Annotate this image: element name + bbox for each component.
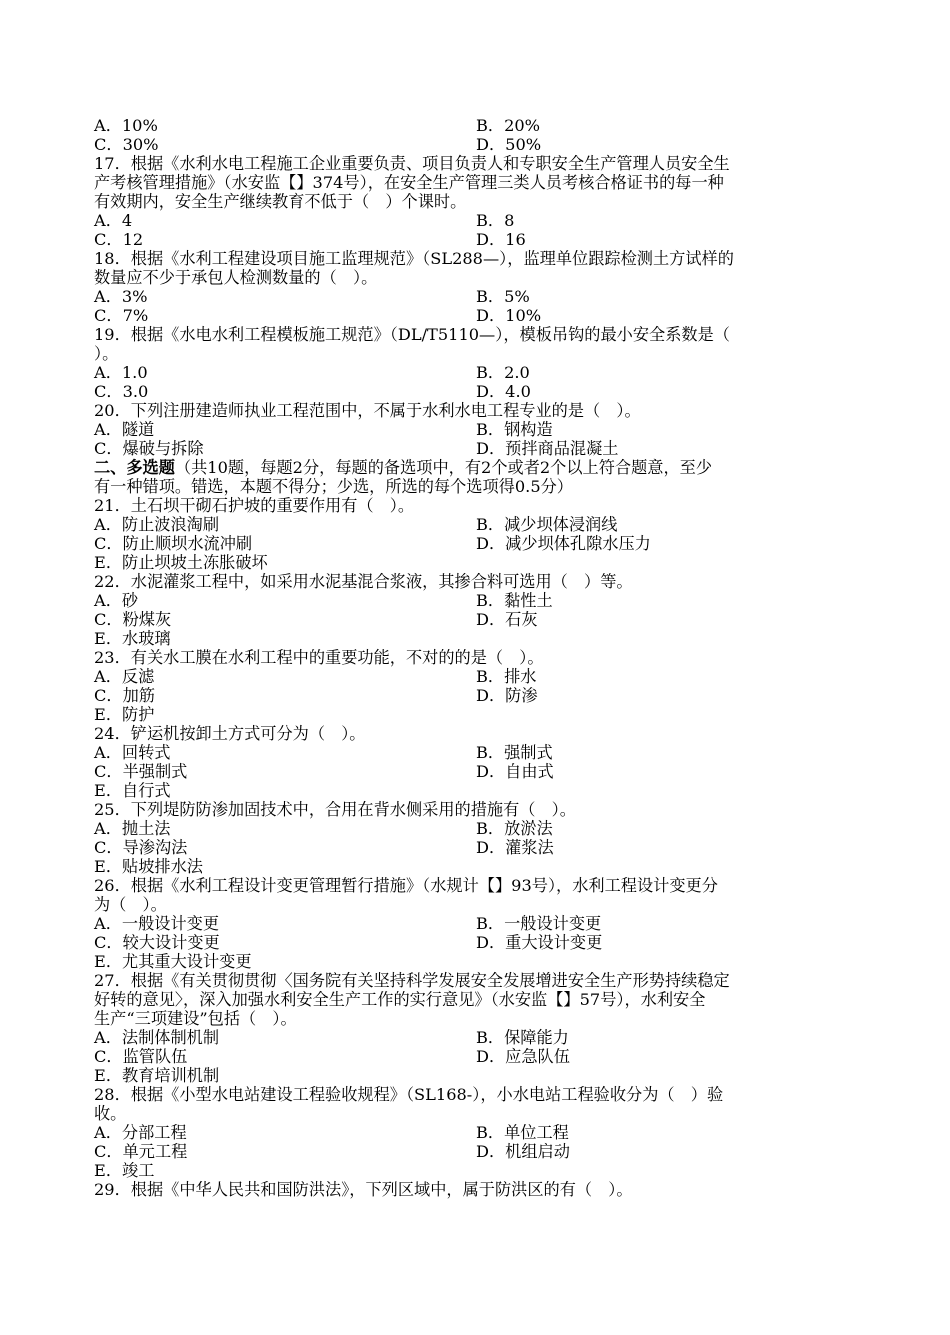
options [94, 914, 856, 952]
option-a: A．分部工程 [94, 1123, 187, 1142]
question-text: 收。 [94, 1104, 127, 1123]
option-d: D．自由式 [476, 762, 554, 781]
option-a: A．一般设计变更 [94, 914, 220, 933]
option-b: B．8 [476, 211, 515, 230]
option-b: B．钢构造 [476, 420, 553, 439]
question-text: 22．水泥灌浆工程中，如采用水泥基混合浆液，其掺合料可选用（ ）等。 [94, 572, 633, 591]
option-b: B．减少坝体浸润线 [476, 515, 618, 534]
option-c: C．半强制式 [94, 762, 188, 781]
option-d: D．重大设计变更 [476, 933, 603, 952]
options [94, 1123, 856, 1161]
option-a: A．砂 [94, 591, 139, 610]
question-22 [94, 572, 856, 648]
options [94, 667, 856, 705]
options [94, 591, 856, 629]
question-text: 17．根据《水利水电工程施工企业重要负责、项目负责人和专职安全生产管理人员安全生 [94, 154, 730, 173]
option-b: B．一般设计变更 [476, 914, 602, 933]
option-a: A．法制体制机制 [94, 1028, 220, 1047]
options [94, 1028, 856, 1066]
section-instructions: （共10题，每题2分，每题的备选项中，有2个或者2个以上符合题意，至少 [174, 458, 713, 477]
option-b: B．黏性土 [476, 591, 553, 610]
option-b: B．2.0 [476, 363, 530, 382]
option-e: E．贴坡排水法 [94, 857, 203, 876]
option-d: D．10% [476, 306, 542, 325]
option-c: C．加筋 [94, 686, 155, 705]
options [94, 819, 856, 857]
question-text: 27．根据《有关贯彻贯彻〈国务院有关坚持科学发展安全发展增进安全生产形势持续稳定 [94, 971, 730, 990]
options [94, 287, 856, 325]
option-a: A．1.0 [94, 363, 148, 382]
option-c: C．单元工程 [94, 1142, 188, 1161]
option-a: A．防止波浪淘刷 [94, 515, 220, 534]
options-q16 [94, 116, 856, 154]
option-c: C．监管队伍 [94, 1047, 188, 1066]
question-19 [94, 325, 856, 401]
question-text: 数量应不少于承包人检测数量的（ ）。 [94, 268, 378, 287]
question-text: 24．铲运机按卸土方式可分为（ ）。 [94, 724, 366, 743]
options [94, 420, 856, 458]
section-title: 二、多选题 [94, 458, 175, 477]
option-b: B．20% [476, 116, 541, 135]
option-c: C．导渗沟法 [94, 838, 188, 857]
options [94, 515, 856, 553]
question-28 [94, 1085, 856, 1180]
question-text: 生产“三项建设”包括（ ）。 [94, 1009, 297, 1028]
question-18 [94, 249, 856, 325]
question-text: 20．下列注册建造师执业工程范围中，不属于水利水电工程专业的是（ ）。 [94, 401, 641, 420]
option-d: D．石灰 [476, 610, 538, 629]
option-a: A．隧道 [94, 420, 155, 439]
question-27 [94, 971, 856, 1085]
option-d: D．机组启动 [476, 1142, 570, 1161]
question-21 [94, 496, 856, 572]
question-24 [94, 724, 856, 800]
options [94, 363, 856, 401]
option-e: E．水玻璃 [94, 629, 171, 648]
question-text: 好转的意见〉，深入加强水利安全生产工作的实行意见》（水安监【】57号），水利安全 [94, 990, 706, 1009]
option-b: B．单位工程 [476, 1123, 569, 1142]
question-23 [94, 648, 856, 724]
question-text: 有效期内，安全生产继续教育不低于（ ）个课时。 [94, 192, 467, 211]
question-text: 19．根据《水电水利工程模板施工规范》（DL/T5110—），模板吊钩的最小安全系数是（ [94, 325, 730, 344]
option-c: C．较大设计变更 [94, 933, 220, 952]
option-d: D．16 [476, 230, 526, 249]
question-text: 18．根据《水利工程建设项目施工监理规范》（SL288—），监理单位跟踪检测土方试样的 [94, 249, 734, 268]
option-a: A．抛土法 [94, 819, 171, 838]
section-header-multi-choice [94, 458, 856, 496]
question-17 [94, 154, 856, 249]
options [94, 211, 856, 249]
option-e: E．防护 [94, 705, 155, 724]
option-e: E．自行式 [94, 781, 171, 800]
option-c: C．30% [94, 135, 159, 154]
option-d: D．防渗 [476, 686, 538, 705]
option-e: E．竣工 [94, 1161, 155, 1180]
document-page [94, 116, 856, 1199]
question-text: 21．土石坝干砌石护坡的重要作用有（ ）。 [94, 496, 415, 515]
option-d: D．4.0 [476, 382, 531, 401]
option-d: D．减少坝体孔隙水压力 [476, 534, 651, 553]
option-e: E．教育培训机制 [94, 1066, 220, 1085]
section-instructions: 有一种错项。错选，本题不得分；少选，所选的每个选项得0.5分） [94, 477, 573, 496]
option-b: B．强制式 [476, 743, 553, 762]
option-c: C．3.0 [94, 382, 149, 401]
question-20 [94, 401, 856, 458]
question-26 [94, 876, 856, 971]
option-d: D．应急队伍 [476, 1047, 570, 1066]
question-text: 为（ ）。 [94, 895, 167, 914]
option-c: C．7% [94, 306, 149, 325]
options [94, 743, 856, 781]
question-text: ）。 [94, 344, 119, 363]
option-c: C．防止顺坝水流冲刷 [94, 534, 253, 553]
option-a: A．3% [94, 287, 148, 306]
option-b: B．排水 [476, 667, 537, 686]
option-c: C．12 [94, 230, 144, 249]
question-text: 23．有关水工膜在水利工程中的重要功能，不对的的是（ ）。 [94, 648, 544, 667]
option-b: B．保障能力 [476, 1028, 569, 1047]
option-a: A．4 [94, 211, 133, 230]
option-b: B．5% [476, 287, 530, 306]
option-d: D．50% [476, 135, 542, 154]
option-e: E．防止坝坡土冻胀破坏 [94, 553, 268, 572]
option-a: A．回转式 [94, 743, 171, 762]
option-b: B．放淤法 [476, 819, 553, 838]
option-a: A．反滤 [94, 667, 155, 686]
option-c: C．爆破与拆除 [94, 439, 204, 458]
question-text: 产考核管理措施》（水安监【】374号），在安全生产管理三类人员考核合格证书的每一种 [94, 173, 724, 192]
option-e: E．尤其重大设计变更 [94, 952, 252, 971]
option-c: C．粉煤灰 [94, 610, 172, 629]
option-d: D．预拌商品混凝土 [476, 439, 619, 458]
question-text: 25．下列堤防防渗加固技术中，合用在背水侧采用的措施有（ ）。 [94, 800, 576, 819]
option-a: A．10% [94, 116, 158, 135]
option-d: D．灌浆法 [476, 838, 554, 857]
question-text: 26．根据《水利工程设计变更管理暂行措施》（水规计【】93号），水利工程设计变更分 [94, 876, 718, 895]
question-25 [94, 800, 856, 876]
question-text: 28．根据《小型水电站建设工程验收规程》（SL168-），小水电站工程验收分为（ ）验 [94, 1085, 724, 1104]
question-29: 29．根据《中华人民共和国防洪法》，下列区域中，属于防洪区的有（ ）。 [94, 1180, 633, 1199]
